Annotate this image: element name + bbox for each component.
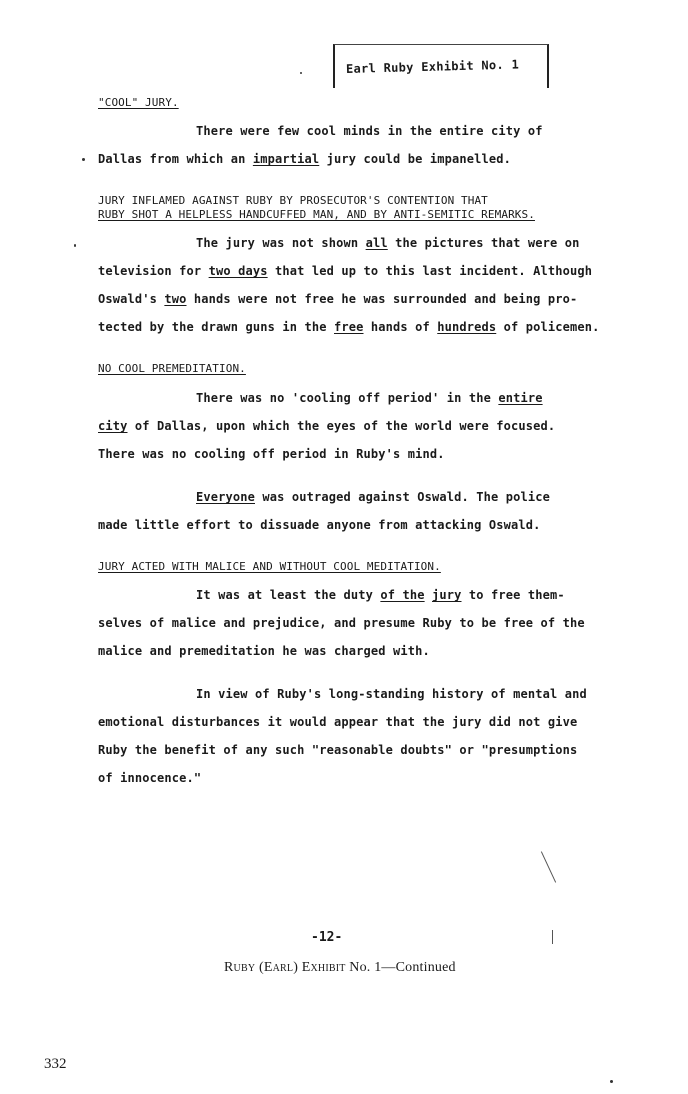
scan-speck bbox=[300, 72, 302, 74]
section-heading-jury-inflamed: JURY INFLAMED AGAINST RUBY BY PROSECUTOR'S CONTENTION THAT bbox=[98, 194, 488, 207]
paragraph-line: television for two days that led up to this last incident. Although bbox=[98, 264, 593, 278]
paragraph-line: emotional disturbances it would appear that the jury did not give bbox=[98, 715, 578, 729]
paragraph-line: There was no cooling off period in Ruby's mind. bbox=[98, 447, 445, 461]
paragraph-line: Everyone was outraged against Oswald. The police bbox=[196, 490, 550, 504]
paragraph-line: tected by the drawn guns in the free hands of hundreds of policemen. bbox=[98, 320, 600, 334]
scan-speck bbox=[82, 158, 85, 161]
exhibit-caption: Ruby (Earl) Exhibit No. 1—Continued bbox=[224, 960, 456, 975]
paragraph-line: Oswald's two hands were not free he was surrounded and being pro- bbox=[98, 292, 578, 306]
paragraph-line: of innocence." bbox=[98, 771, 202, 785]
scan-speck bbox=[610, 1080, 613, 1083]
paragraph-line: In view of Ruby's long-standing history of mental and bbox=[196, 687, 587, 701]
section-heading-jury-acted-with-malice: JURY ACTED WITH MALICE AND WITHOUT COOL MEDITATION. bbox=[98, 560, 441, 573]
paragraph-line: city of Dallas, upon which the eyes of the world were focused. bbox=[98, 419, 556, 433]
paragraph-line: There were few cool minds in the entire city of bbox=[196, 124, 543, 138]
pencil-mark bbox=[541, 851, 556, 882]
paragraph-line: Ruby the benefit of any such "reasonable doubts" or "presumptions bbox=[98, 743, 578, 757]
section-heading-jury-inflamed-line2: RUBY SHOT A HELPLESS HANDCUFFED MAN, AND BY ANTI-SEMITIC REMARKS. bbox=[98, 208, 535, 221]
pencil-mark bbox=[552, 930, 553, 944]
paragraph-line: There was no 'cooling off period' in the entire bbox=[196, 391, 543, 405]
scan-speck bbox=[74, 244, 76, 247]
section-heading-no-cool-premeditation: NO COOL PREMEDITATION. bbox=[98, 362, 246, 375]
paragraph-line: selves of malice and prejudice, and presume Ruby to be free of the bbox=[98, 616, 585, 630]
paragraph-line: malice and premeditation he was charged with. bbox=[98, 644, 430, 658]
paragraph-line: It was at least the duty of the jury to free them- bbox=[196, 588, 565, 602]
paragraph-line: Dallas from which an impartial jury could be impanelled. bbox=[98, 152, 511, 166]
paragraph-line: The jury was not shown all the pictures that were on bbox=[196, 236, 580, 250]
paragraph-line: made little effort to dissuade anyone from attacking Oswald. bbox=[98, 518, 541, 532]
section-heading-cool-jury: "COOL" JURY. bbox=[98, 96, 179, 109]
footer-page-number: 332 bbox=[44, 1056, 67, 1072]
page-number: -12- bbox=[311, 930, 343, 945]
exhibit-label: Earl Ruby Exhibit No. 1 bbox=[345, 57, 520, 76]
